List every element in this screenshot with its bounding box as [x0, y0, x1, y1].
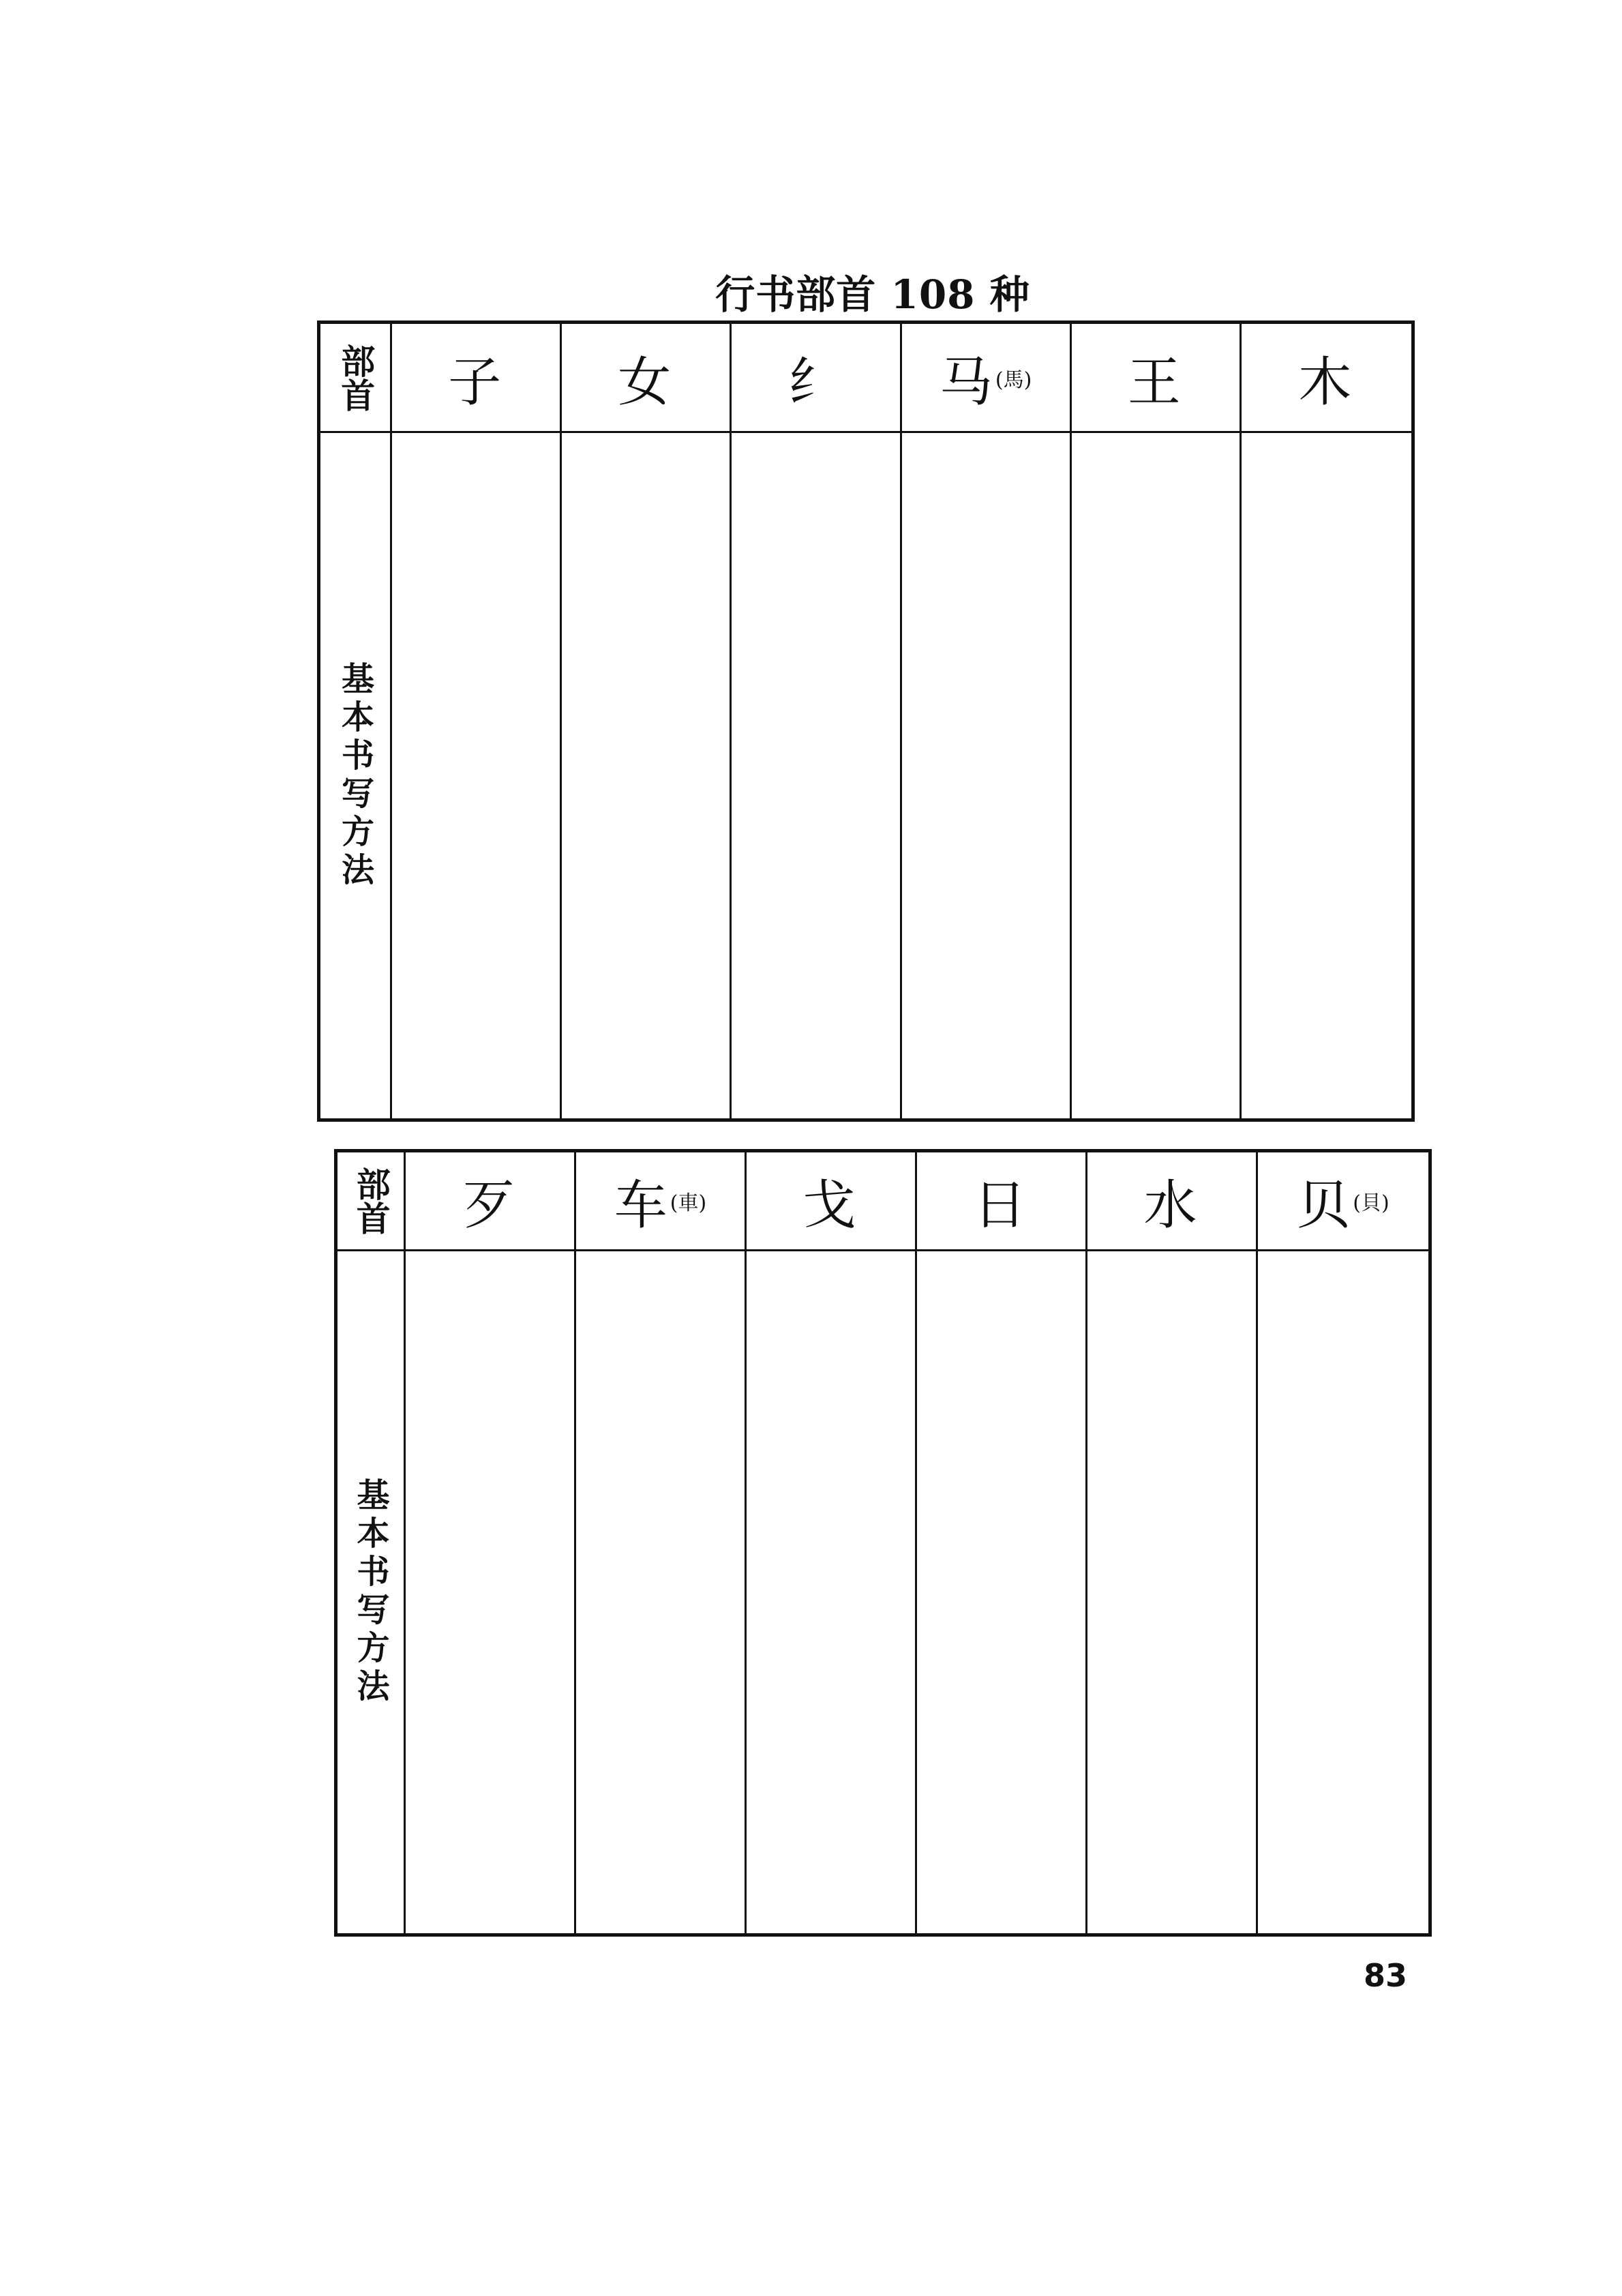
radical-table-1	[317, 320, 1415, 1122]
radical-traditional: (馬)	[995, 368, 1032, 392]
side-label: 基本书写方法	[337, 1251, 406, 1933]
radical-char: 车	[614, 1175, 667, 1236]
radical-header	[747, 1152, 917, 1251]
side-label: 基本书写方法	[320, 433, 392, 1118]
radical-header	[917, 1152, 1087, 1251]
radical-header	[1087, 1152, 1258, 1251]
handwriting-samples	[406, 1251, 576, 1933]
radical-char: 马	[939, 351, 993, 413]
corner-label: 部首	[337, 1152, 406, 1251]
radical-header	[732, 324, 901, 433]
handwriting-samples	[747, 1251, 917, 1933]
radical-char: 纟	[787, 351, 841, 413]
radical-traditional: (車)	[670, 1191, 707, 1215]
radical-header	[392, 324, 562, 433]
handwriting-samples	[917, 1251, 1087, 1933]
handwriting-samples	[732, 433, 901, 1118]
radical-header	[576, 1152, 747, 1251]
radical-header	[562, 324, 732, 433]
radical-header	[1242, 324, 1411, 433]
radical-header	[902, 324, 1072, 433]
handwriting-samples	[1072, 433, 1242, 1118]
radical-char: 女	[618, 351, 672, 413]
radical-char: 戈	[802, 1175, 856, 1236]
radical-table-2	[334, 1149, 1432, 1937]
radical-char: 子	[448, 351, 502, 413]
page-number: 83	[1364, 1957, 1408, 1994]
handwriting-samples	[902, 433, 1072, 1118]
corner-label: 部首	[320, 324, 392, 433]
radical-char: 日	[973, 1175, 1027, 1236]
radical-char: 贝	[1297, 1175, 1351, 1236]
radical-char: 歹	[462, 1175, 515, 1236]
radical-header	[1258, 1152, 1428, 1251]
page-title: 行书部首 108 种	[715, 271, 1030, 318]
handwriting-samples	[1258, 1251, 1428, 1933]
radical-traditional: (貝)	[1353, 1191, 1390, 1215]
handwriting-samples	[1087, 1251, 1258, 1933]
handwriting-samples	[392, 433, 562, 1118]
radical-header	[406, 1152, 576, 1251]
radical-header	[1072, 324, 1242, 433]
radical-char: 木	[1298, 351, 1352, 413]
radical-char: 水	[1143, 1175, 1197, 1236]
handwriting-samples	[1242, 433, 1411, 1118]
handwriting-samples	[562, 433, 732, 1118]
handwriting-samples	[576, 1251, 747, 1933]
radical-char: 王	[1127, 351, 1181, 413]
